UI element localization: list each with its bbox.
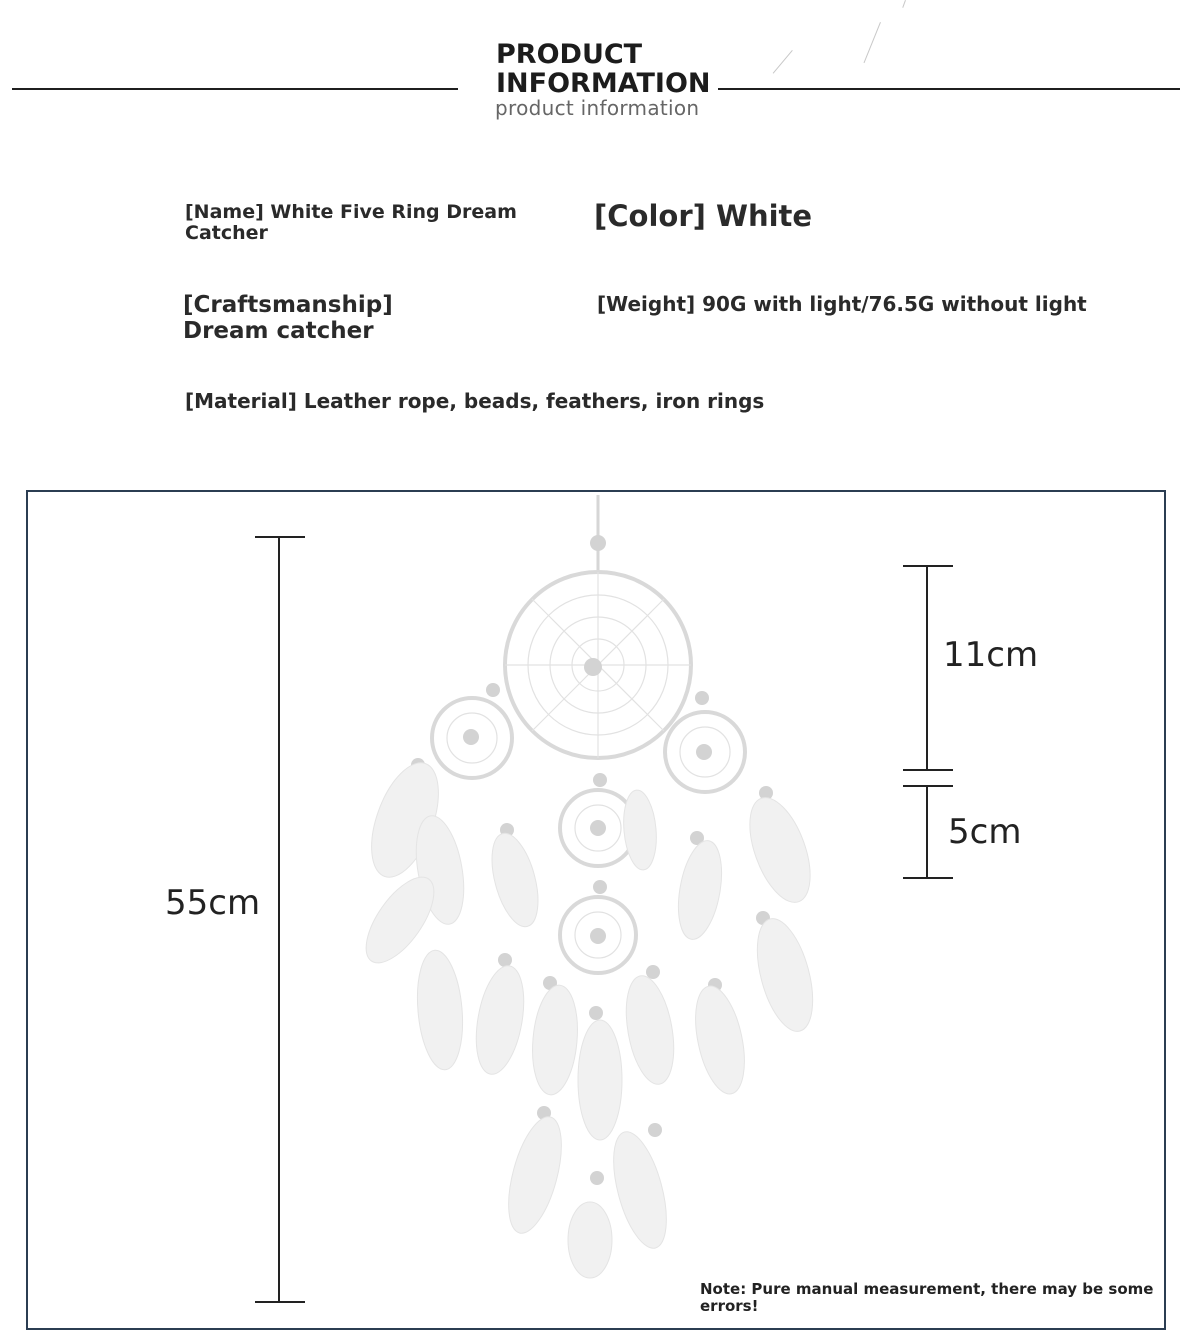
large-ring-label: 11cm (943, 635, 1039, 675)
measurement-note: Note: Pure manual measurement, there may be some errors! (700, 1280, 1154, 1315)
spec-material: [Material] Leather rope, beads, feathers, iron rings (185, 389, 765, 413)
dimension-bars (255, 537, 953, 1302)
spec-craftsmanship: [Craftsmanship] Dream catcher (183, 292, 393, 344)
feathers (353, 754, 823, 1278)
small-ring-label: 5cm (948, 812, 1022, 852)
spec-weight: [Weight] 90G with light/76.5G without light (597, 292, 1087, 316)
total-length-label: 55cm (165, 883, 261, 923)
page-title: PRODUCT INFORMATION (496, 39, 711, 99)
spec-color: [Color] White (594, 199, 813, 233)
spec-name: [Name] White Five Ring Dream Catcher (185, 201, 517, 244)
page-subtitle: product information (495, 96, 700, 120)
